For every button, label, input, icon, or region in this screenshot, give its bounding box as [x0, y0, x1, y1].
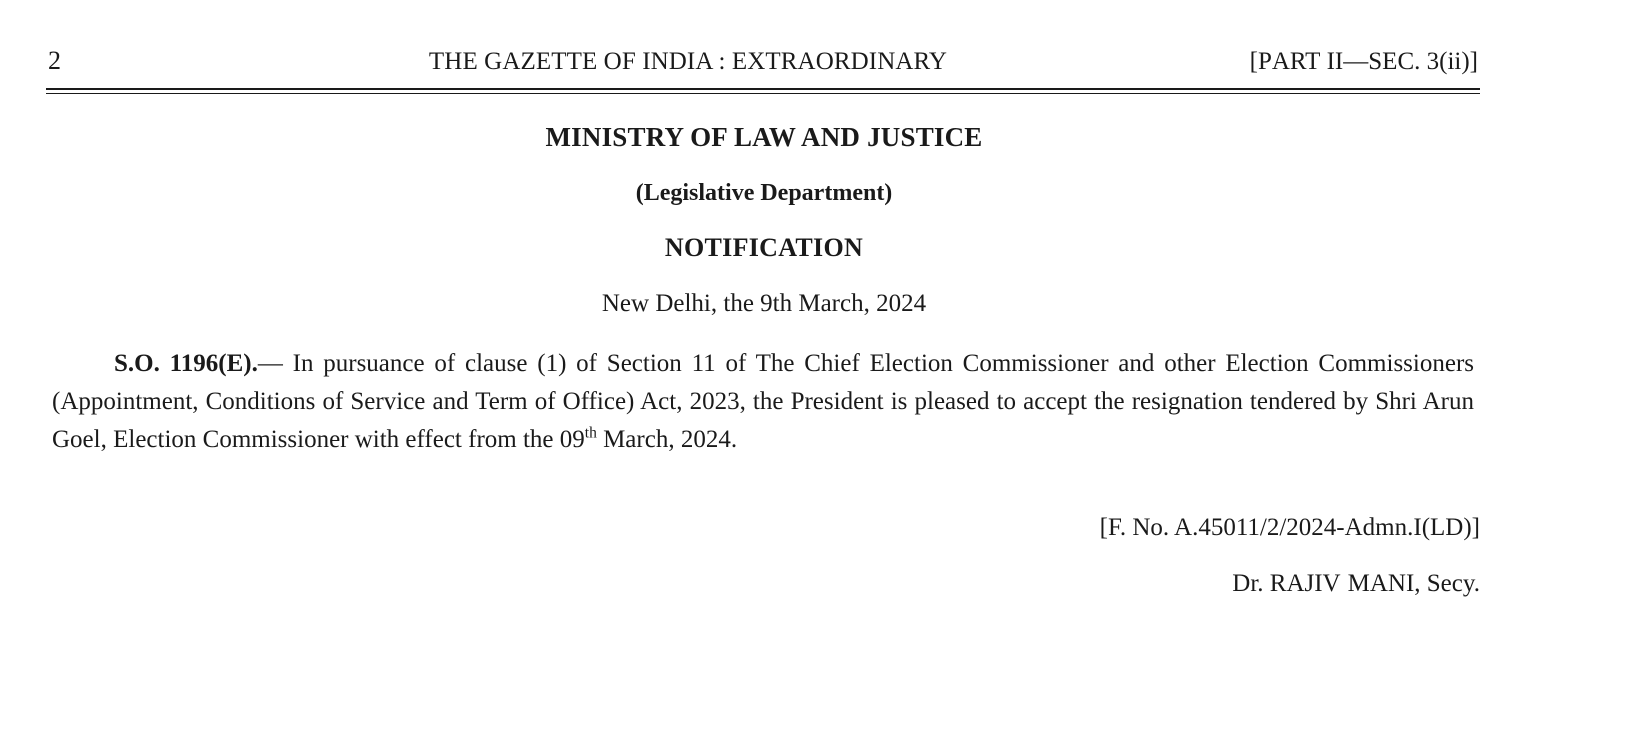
signature-line: [48, 570, 1480, 598]
body-text-part-2: March, 2024.: [596, 426, 738, 453]
notification-body: [52, 345, 1474, 459]
page-number: 2: [48, 46, 61, 75]
notification-heading: NOTIFICATION: [664, 233, 864, 262]
part-ref-open: [P: [1249, 48, 1272, 75]
ministry-heading: MINISTRY OF LAW AND JUSTICE: [545, 122, 983, 152]
divider-line-thin: [46, 93, 1480, 94]
part-ref-mid: II—S: [1320, 48, 1383, 75]
part-section-reference: [1208, 48, 1478, 76]
part-ref-sec: EC: [1382, 48, 1415, 75]
signer-surname-designation: MANI, Secy.: [1347, 570, 1480, 597]
gazette-title: THE GAZETTE OF INDIA : EXTRAORDINARY: [428, 48, 948, 75]
place-and-date: New Delhi, the 9th March, 2024: [601, 290, 927, 317]
header-divider: [46, 88, 1480, 94]
running-header: [48, 46, 1478, 76]
ordinal-superscript: th: [584, 424, 597, 442]
part-ref-close: . 3(ii)]: [1414, 48, 1478, 75]
file-number: [F. No. A.45011/2/2024-Admn.I(LD)]: [1099, 514, 1480, 541]
signer-name: Dr. RAJIV: [1232, 570, 1341, 597]
department-heading: (Legislative Department): [635, 180, 893, 206]
so-number: S.O. 1196(E).: [114, 350, 258, 377]
body-text-part-1: — In pursuance of clause (1) of Section 11 of The Chief Election Commissioner and other Election Commissioners (Appointment, Conditions of Service and Term of Office) Act, 2023, the President is pleased to accept the resignation tendered by Shri Arun Goel, Election Commissioner with effect from the 09: [52, 350, 1475, 453]
part-ref-art: ART: [1271, 48, 1321, 75]
